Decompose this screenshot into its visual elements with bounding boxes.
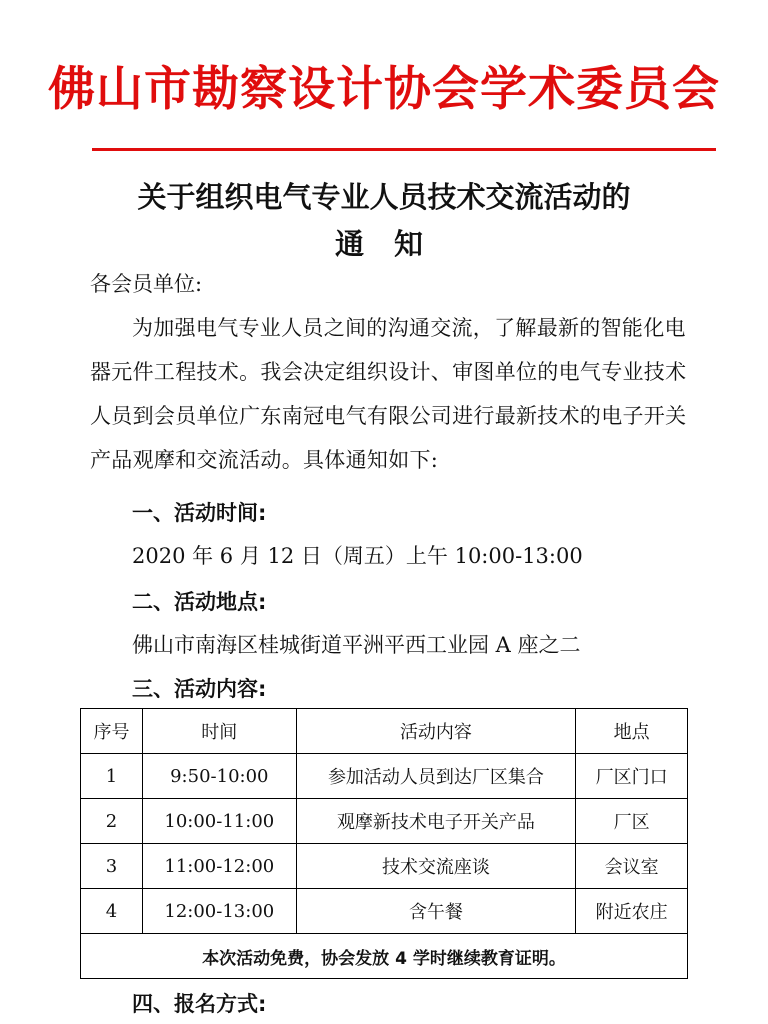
- salutation: 各会员单位:: [90, 272, 203, 296]
- table-cell: 技术交流座谈: [296, 844, 575, 889]
- table-cell: 含午餐: [296, 889, 575, 934]
- table-header-cell: 时间: [142, 709, 296, 754]
- document-title: 关于组织电气专业人员技术交流活动的: [137, 180, 631, 214]
- table-cell: 参加活动人员到达厂区集合: [296, 754, 575, 799]
- table-cell: 厂区: [576, 799, 688, 844]
- table-cell: 1: [81, 754, 143, 799]
- table-cell: 2: [81, 799, 143, 844]
- table-cell: 厂区门口: [576, 754, 688, 799]
- table-row: [81, 889, 688, 934]
- section-time-heading: 一、活动时间:: [132, 501, 267, 525]
- table-row: [81, 844, 688, 889]
- table-cell: 4: [81, 889, 143, 934]
- section-time-text: 2020 年 6 月 12 日（周五）上午 10:00-13:00: [132, 544, 583, 568]
- table-cell: 10:00-11:00: [142, 799, 296, 844]
- section-signup-heading: 四、报名方式:: [132, 992, 267, 1016]
- schedule-table: [80, 708, 688, 979]
- section-place-text: 佛山市南海区桂城街道平洲平西工业园 A 座之二: [132, 633, 581, 657]
- table-cell: 附近农庄: [576, 889, 688, 934]
- org-name-heading: 佛山市勘察设计协会学术委员会: [48, 62, 720, 117]
- table-header-cell: 活动内容: [296, 709, 575, 754]
- table-cell: 9:50-10:00: [142, 754, 296, 799]
- table-row: [81, 799, 688, 844]
- table-cell: 3: [81, 844, 143, 889]
- table-cell: 12:00-13:00: [142, 889, 296, 934]
- red-divider: [92, 148, 716, 151]
- table-header-row: [81, 709, 688, 754]
- section-place-heading: 二、活动地点:: [132, 590, 267, 614]
- table-cell: 11:00-12:00: [142, 844, 296, 889]
- table-header-cell: 地点: [576, 709, 688, 754]
- table-header-cell: 序号: [81, 709, 143, 754]
- table-cell: 会议室: [576, 844, 688, 889]
- table-footer-row: [81, 934, 688, 979]
- table-cell: 观摩新技术电子开关产品: [296, 799, 575, 844]
- document-subtitle: 通 知: [334, 227, 434, 261]
- table-footer-note: 本次活动免费，协会发放 4 学时继续教育证明。: [81, 934, 688, 979]
- section-content-heading: 三、活动内容:: [132, 677, 267, 701]
- table-row: [81, 754, 688, 799]
- body-paragraph: 为加强电气专业人员之间的沟通交流，了解最新的智能化电器元件工程技术。我会决定组织设计、审图单位的电气专业技术人员到会员单位广东南冠电气有限公司进行最新技术的电子开关产品观摩和交流活动。具体通知如下:: [90, 316, 687, 472]
